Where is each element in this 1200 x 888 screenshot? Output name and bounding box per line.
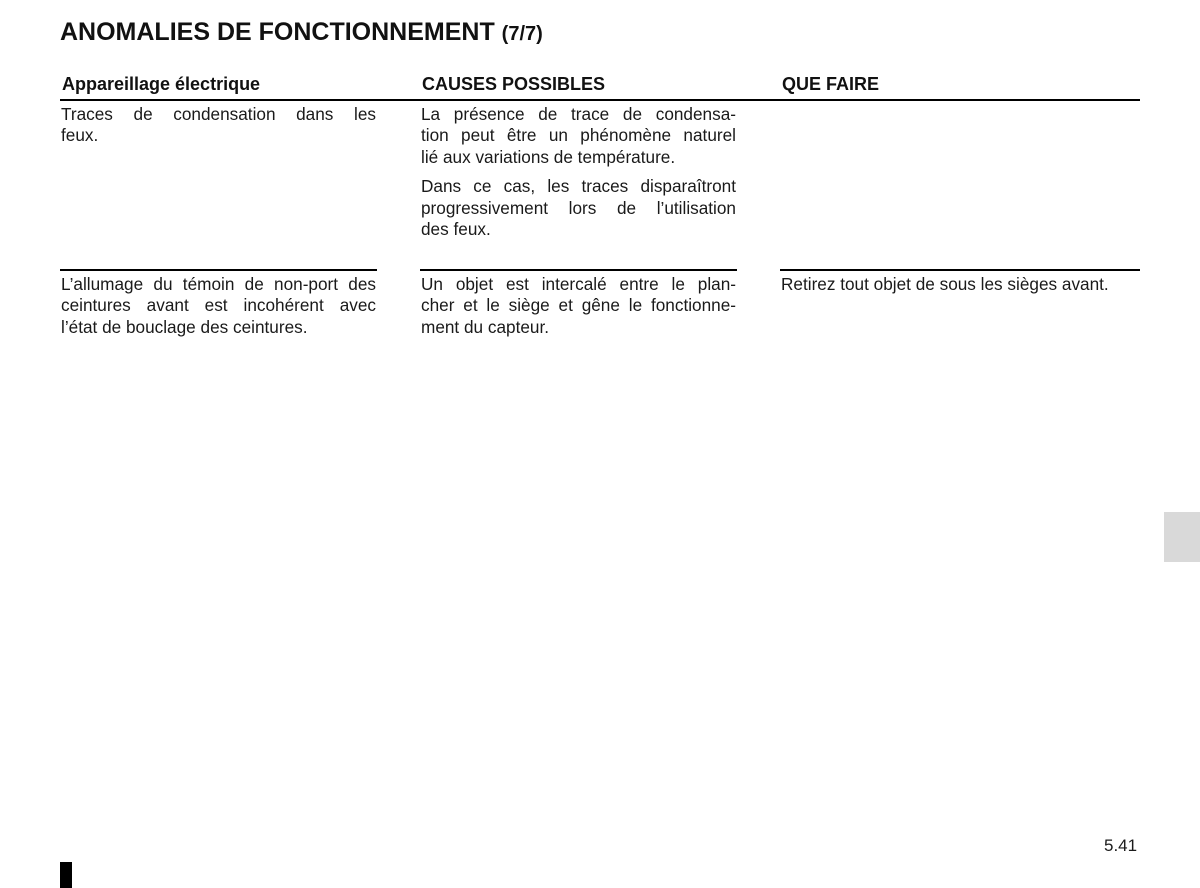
table-row-2-remedy: Retirez tout objet de sous les sièges avant. bbox=[781, 274, 1109, 294]
table-row-1-causes bbox=[421, 104, 736, 240]
cell-line: lié aux variations de température. bbox=[421, 146, 676, 167]
cell-line: ceintures avant est incohérent avec bbox=[61, 295, 376, 316]
cell-line: La présence de trace de condensa- bbox=[421, 104, 736, 124]
table-row-2-equipment bbox=[61, 274, 376, 338]
table-row-2-causes bbox=[421, 274, 736, 338]
cell-line: L’allumage du témoin de non-port des bbox=[61, 274, 376, 294]
cell-line: tion peut être un phénomène naturel bbox=[421, 125, 736, 146]
cell-line: l’état de bouclage des ceintures. bbox=[61, 316, 308, 337]
header-rule bbox=[60, 99, 1140, 101]
row-separator-col2 bbox=[420, 269, 737, 271]
crop-mark bbox=[60, 862, 72, 888]
cause-paragraph bbox=[421, 176, 736, 240]
page-title-part: (7/7) bbox=[501, 23, 543, 45]
cell-line: progressivement lors de l’utilisation bbox=[421, 197, 736, 218]
cell-line: cher et le siège et gêne le fonctionne- bbox=[421, 295, 736, 316]
chapter-tab bbox=[1164, 512, 1200, 562]
column-header-equipment: Appareillage électrique bbox=[62, 74, 261, 94]
column-header-causes: CAUSES POSSIBLES bbox=[422, 74, 606, 94]
cell-line: Traces de condensation dans les bbox=[61, 104, 376, 124]
cell-line: Un objet est intercalé entre le plan- bbox=[421, 274, 736, 294]
page-title-text: ANOMALIES DE FONCTIONNEMENT bbox=[60, 18, 495, 46]
row-separator-col1 bbox=[60, 269, 377, 271]
cell-line: Dans ce cas, les traces disparaîtront bbox=[421, 176, 736, 197]
column-header-remedy: QUE FAIRE bbox=[782, 74, 880, 94]
cell-line: feux. bbox=[61, 125, 99, 146]
cause-paragraph bbox=[421, 274, 736, 338]
cell-line: des feux. bbox=[421, 219, 491, 240]
row-separator-col3 bbox=[780, 269, 1140, 271]
cause-paragraph bbox=[421, 104, 736, 168]
table-row-1-equipment bbox=[61, 104, 376, 147]
page-title bbox=[60, 18, 543, 47]
page-number: 5.41 bbox=[1104, 836, 1138, 855]
cell-line: ment du capteur. bbox=[421, 316, 550, 337]
